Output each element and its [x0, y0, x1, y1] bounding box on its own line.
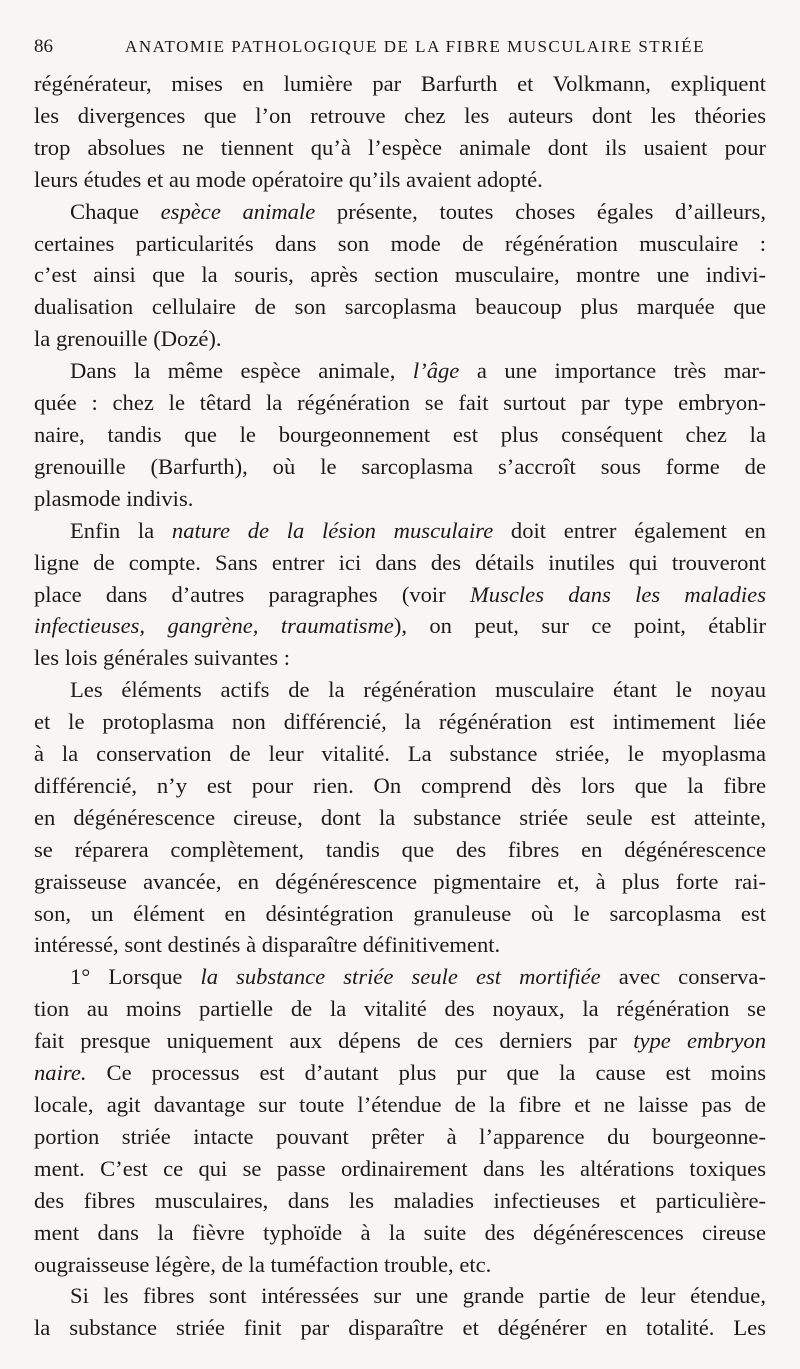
- text-line: [34, 961, 766, 993]
- text-segment: présente, toutes choses égales d’ailleurs,: [315, 198, 766, 224]
- text-line: [34, 579, 766, 611]
- text-segment: ment dans la fièvre typhoïde à la suite des dégénérescences cireuse: [34, 1219, 766, 1245]
- text-line: [34, 642, 766, 674]
- text-segment: ), on peut, sur ce point, établir: [393, 613, 767, 639]
- text-segment: trop absolues ne tiennent qu’à l’espèce animale dont ils usaient pour: [34, 134, 766, 160]
- text-segment: les lois générales suivantes :: [34, 645, 290, 671]
- text-line: [34, 1025, 766, 1057]
- text-segment: c’est ainsi que la souris, après section musculaire, montre une indivi-: [34, 262, 766, 288]
- text-segment: graisseuse avancée, en dégénérescence pigmentaire et, à plus forte rai-: [34, 868, 766, 894]
- text-line: [34, 802, 766, 834]
- text-segment: se réparera complètement, tandis que des fibres en dégénérescence: [34, 836, 766, 862]
- text-segment: tion au moins partielle de la vitalité des noyaux, la régénération se: [34, 996, 766, 1022]
- text-line: [34, 674, 766, 706]
- text-line: [34, 515, 766, 547]
- text-segment: son, un élément en désintégration granuleuse où le sarcoplasma est: [34, 900, 766, 926]
- text-segment: a une importance très mar-: [459, 358, 766, 384]
- text-line: [34, 323, 766, 355]
- text-line: [34, 866, 766, 898]
- text-segment: fait presque uniquement aux dépens de ces derniers par: [34, 1028, 634, 1054]
- text-segment: intéressé, sont destinés à disparaître définitivement.: [34, 932, 501, 958]
- text-line: [34, 738, 766, 770]
- text-line: [34, 1249, 766, 1281]
- text-line: [34, 196, 766, 228]
- text-segment: place dans d’autres paragraphes (voir: [34, 581, 470, 607]
- text-segment: ment. C’est ce qui se passe ordinairement dans les altérations toxiques: [34, 1155, 766, 1181]
- body-text: [34, 68, 766, 1344]
- italic-phrase: infectieuses, gangrène, traumatisme: [34, 613, 394, 639]
- text-line: [34, 1280, 766, 1312]
- text-segment: Si les fibres sont intéressées sur une grande partie de leur étendue,: [70, 1283, 766, 1309]
- text-segment: des fibres musculaires, dans les maladies infectieuses et particulière-: [34, 1187, 766, 1213]
- text-line: [34, 993, 766, 1025]
- text-line: [34, 1217, 766, 1249]
- text-line: [34, 483, 766, 515]
- text-segment: ligne de compte. Sans entrer ici dans des détails inutiles qui trouveront: [34, 549, 766, 575]
- text-line: [34, 898, 766, 930]
- text-segment: différencié, n’y est pour rien. On comprend dès lors que la fibre: [34, 772, 766, 798]
- text-segment: plasmode indivis.: [34, 485, 194, 511]
- text-segment: Les éléments actifs de la régénération musculaire étant le noyau: [70, 677, 766, 703]
- text-line: [34, 451, 766, 483]
- text-line: [34, 770, 766, 802]
- text-segment: Ce processus est d’autant plus pur que la cause est moins: [86, 1060, 766, 1086]
- text-line: [34, 164, 766, 196]
- text-line: [34, 355, 766, 387]
- text-line: [34, 929, 766, 961]
- text-segment: grenouille (Barfurth), où le sarcoplasma s’accroît sous forme de: [34, 453, 766, 479]
- text-segment: locale, agit davantage sur toute l’étendue de la fibre et ne laisse pas de: [34, 1092, 766, 1117]
- text-line: [34, 834, 766, 866]
- italic-phrase: l’âge: [412, 358, 460, 384]
- text-line: [34, 1057, 766, 1089]
- text-segment: la substance striée finit par disparaître et dégénérer en totalité. Les: [34, 1315, 766, 1341]
- text-segment: 1° Lorsque: [70, 964, 201, 990]
- text-line: [34, 706, 766, 738]
- text-segment: dualisation cellulaire de son sarcoplasma beaucoup plus marquée que: [34, 294, 766, 320]
- text-line: [34, 1153, 766, 1185]
- text-segment: portion striée intacte pouvant prêter à l’apparence du bourgeonne-: [34, 1123, 766, 1149]
- text-segment: Enfin la: [70, 517, 172, 543]
- text-line: [34, 100, 766, 132]
- text-segment: naire, tandis que le bourgeonnement est plus conséquent chez la: [34, 421, 766, 447]
- italic-phrase: naire.: [34, 1060, 87, 1086]
- text-line: [34, 387, 766, 419]
- italic-phrase: Muscles dans les maladies: [469, 581, 766, 607]
- text-line: [34, 228, 766, 260]
- text-segment: leurs études et au mode opératoire qu’ils avaient adopté.: [34, 166, 543, 192]
- text-line: [34, 1121, 766, 1153]
- text-segment: la grenouille (Dozé).: [34, 326, 222, 352]
- text-segment: les divergences que l’on retrouve chez les auteurs dont les théories: [34, 102, 766, 128]
- running-title: ANATOMIE PATHOLOGIQUE DE LA FIBRE MUSCULAIRE STRIÉE: [125, 37, 705, 56]
- italic-phrase: nature de la lésion musculaire: [171, 517, 494, 543]
- text-segment: à la conservation de leur vitalité. La substance striée, le myoplasma: [34, 741, 766, 767]
- text-line: [34, 419, 766, 451]
- text-segment: régénérateur, mises en lumière par Barfurth et Volkmann, expliquent: [34, 71, 766, 96]
- text-segment: Chaque: [70, 198, 161, 224]
- text-segment: quée : chez le têtard la régénération se fait surtout par type embryon-: [34, 390, 766, 416]
- text-segment: ougraisseuse légère, de la tuméfaction trouble, etc.: [34, 1251, 492, 1277]
- text-line: [34, 1089, 766, 1121]
- text-line: [34, 259, 766, 291]
- text-line: [34, 132, 766, 164]
- italic-phrase: espèce animale: [160, 198, 316, 224]
- text-line: [34, 610, 766, 642]
- running-head: [34, 36, 766, 62]
- italic-phrase: type embryon: [633, 1028, 767, 1054]
- text-segment: certaines particularités dans son mode de régénération musculaire :: [34, 230, 766, 256]
- text-line: [34, 291, 766, 323]
- page-number: 86: [34, 36, 53, 57]
- text-line: [34, 547, 766, 579]
- text-line: [34, 1312, 766, 1344]
- text-line: [34, 68, 766, 100]
- text-segment: en dégénérescence cireuse, dont la substance striée seule est atteinte,: [34, 804, 766, 830]
- text-segment: doit entrer également en: [493, 517, 766, 543]
- text-line: [34, 1185, 766, 1217]
- text-segment: et le protoplasma non différencié, la régénération est intimement liée: [34, 709, 766, 735]
- text-segment: Dans la même espèce animale,: [70, 358, 413, 384]
- text-segment: avec conserva-: [600, 964, 766, 990]
- italic-phrase: la substance striée seule est mortifiée: [200, 964, 601, 990]
